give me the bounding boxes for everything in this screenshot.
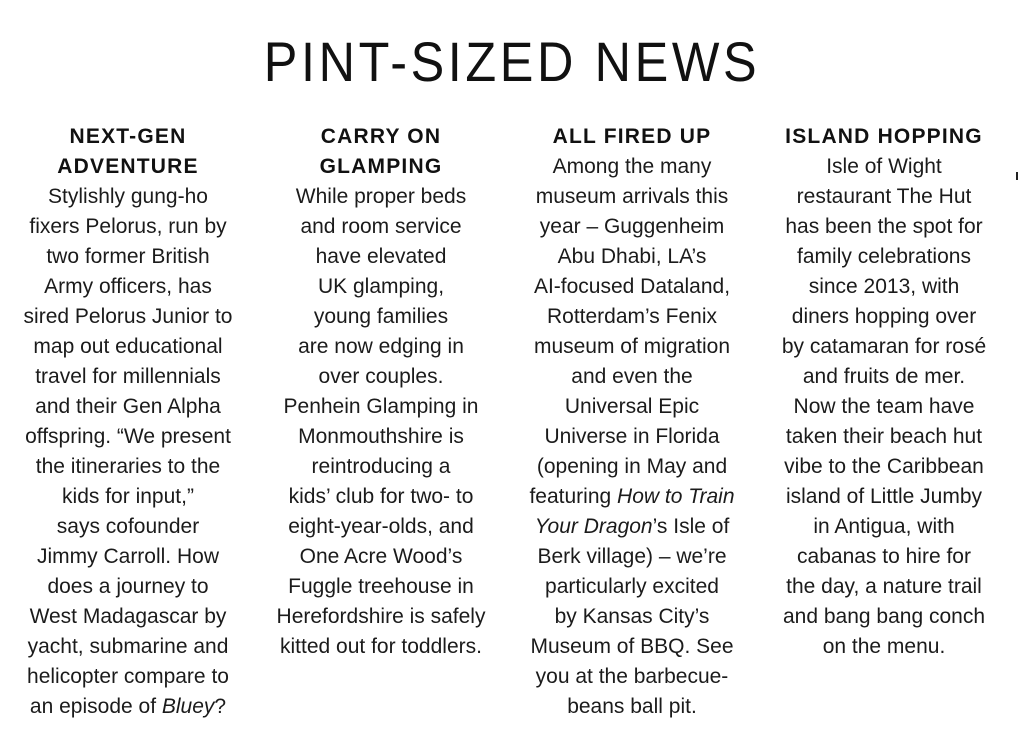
body-line: West Madagascar by [29,605,227,628]
article-heading: ADVENTURE [57,155,199,178]
body-line: kids for input,” [62,485,194,508]
body-line: sired Pelorus Junior to [23,305,233,328]
body-text: an episode of [29,695,162,718]
body-line: Isle of Wight [826,155,942,178]
page-title: PINT-SIZED NEWS [263,30,761,93]
body-line: does a journey to [47,575,209,598]
body-line: are now edging in [298,335,464,358]
body-line: museum arrivals this [535,185,729,208]
body-line: in Antigua, with [813,515,955,538]
body-line: year – Guggenheim [539,215,725,238]
body-line: Universal Epic [564,395,700,418]
film-title: How to Train [617,485,735,508]
body-line: and room service [300,215,462,238]
body-line [512,512,752,542]
body-line: eight-year-olds, and [288,515,474,538]
body-line: cabanas to hire for [797,545,971,568]
body-line: by catamaran for rosé [781,335,987,358]
body-line: Now the team have [793,395,975,418]
body-line: particularly excited [545,575,719,598]
article-heading: GLAMPING [319,155,443,178]
body-line: Among the many [552,155,712,178]
body-line: says cofounder [56,515,200,538]
body-line: vibe to the Caribbean [784,455,984,478]
article-heading: CARRY ON [320,125,442,148]
article-island-hopping [766,122,1002,662]
body-line: and their Gen Alpha [35,395,221,418]
body-line: Monmouthshire is [298,425,464,448]
body-line: fixers Pelorus, run by [29,215,227,238]
body-line: Berk village) – we’re [537,545,727,568]
body-line: the itineraries to the [35,455,221,478]
body-line: over couples. [318,365,444,388]
body-line: kids’ club for two- to [288,485,474,508]
body-line: museum of migration [533,335,731,358]
body-line: yacht, submarine and [27,635,229,658]
body-line: Stylishly gung-ho [48,185,208,208]
body-line: and fruits de mer. [802,365,966,388]
body-line: you at the barbecue- [535,665,729,688]
body-line: diners hopping over [791,305,977,328]
body-text: ’s Isle of [652,515,730,538]
article-heading: NEXT-GEN [69,125,187,148]
body-line: have elevated [315,245,447,268]
body-line: UK glamping, [317,275,445,298]
body-line: two former British [46,245,210,268]
body-line: offspring. “We present [25,425,231,448]
body-line: beans ball pit. [567,695,697,718]
body-text: ? [214,695,227,718]
body-line: Herefordshire is safely [276,605,486,628]
body-line: travel for millennials [35,365,221,388]
body-line: island of Little Jumby [785,485,983,508]
body-line: Jimmy Carroll. How [36,545,219,568]
body-line: Rotterdam’s Fenix [546,305,717,328]
film-title: Your Dragon [534,515,653,538]
article-next-gen-adventure [10,122,246,722]
body-line: young families [313,305,449,328]
body-line: Army officers, has [44,275,212,298]
body-line: family celebrations [797,245,971,268]
body-line: Abu Dhabi, LA’s [557,245,707,268]
article-carry-on-glamping [260,122,502,662]
body-line [512,482,752,512]
body-line: on the menu. [822,635,946,658]
body-line: taken their beach hut [785,425,983,448]
body-line: AI-focused Dataland, [533,275,731,298]
body-line: and bang bang conch [782,605,985,628]
body-line: (opening in May and [536,455,728,478]
body-line: the day, a nature trail [786,575,982,598]
body-line: kitted out for toddlers. [280,635,482,658]
body-line: reintroducing a [311,455,451,478]
article-heading: ISLAND HOPPING [785,125,983,148]
body-line: Penhein Glamping in [283,395,479,418]
body-line: has been the spot for [785,215,983,238]
article-all-fired-up [512,122,752,722]
body-line: map out educational [33,335,223,358]
body-line: One Acre Wood’s [299,545,463,568]
body-text: featuring [529,485,618,508]
body-line: Fuggle treehouse in [288,575,474,598]
body-line: Museum of BBQ. See [530,635,734,658]
body-line [10,692,246,722]
body-line: by Kansas City’s [554,605,710,628]
body-line: Universe in Florida [544,425,720,448]
body-line: since 2013, with [808,275,960,298]
body-line: restaurant The Hut [796,185,972,208]
body-line: helicopter compare to [27,665,229,688]
body-line: and even the [571,365,693,388]
page-edge-mark [1016,172,1022,180]
article-heading: ALL FIRED UP [552,125,712,148]
show-title: Bluey [161,695,215,718]
body-line: While proper beds [295,185,467,208]
